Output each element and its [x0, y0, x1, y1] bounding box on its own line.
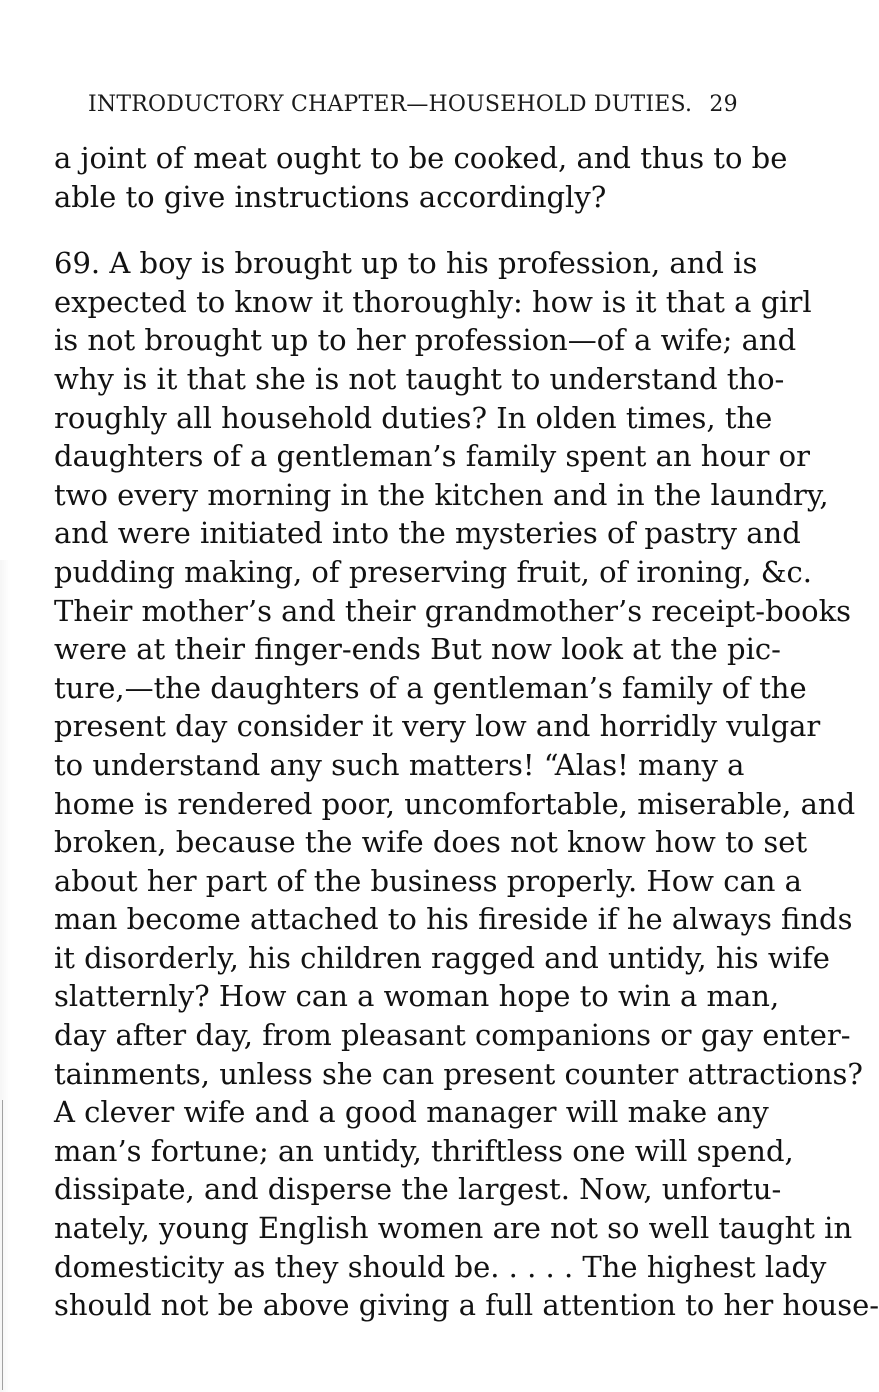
- text-line: is not brought up to her profession—of a wife; and: [54, 323, 797, 358]
- text-line: A clever wife and a good manager will make any: [54, 1095, 769, 1130]
- text-line: expected to know it thoroughly: how is it that a girl: [54, 284, 812, 319]
- text-line: two every morning in the kitchen and in the laundry,: [54, 477, 829, 512]
- text-line: home is rendered poor, uncomfortable, miserable, and: [54, 786, 856, 821]
- text-line: a joint of meat ought to be cooked, and thus to be: [54, 141, 788, 175]
- running-title: INTRODUCTORY CHAPTER—HOUSEHOLD DUTIES.: [88, 92, 693, 117]
- text-line: about her part of the business properly. How can a: [54, 863, 802, 898]
- text-line: to understand any such matters! “Alas! many a: [54, 747, 745, 782]
- text-line: domesticity as they should be. . . . . The highest lady: [54, 1249, 827, 1284]
- text-line: nately, young English women are not so well taught in: [54, 1211, 853, 1246]
- text-line: able to give instructions accordingly?: [54, 179, 607, 214]
- text-line: pudding making, of preserving fruit, of ironing, &c.: [54, 554, 812, 589]
- text-line: should not be above giving a full attention to her house-: [54, 1288, 879, 1323]
- text-line: slatternly? How can a woman hope to win a man,: [54, 979, 780, 1014]
- text-line: daughters of a gentleman’s family spent an hour or: [54, 439, 810, 474]
- text-line: tainments, unless she can present counter attractions?: [54, 1056, 863, 1091]
- binding-line: [2, 1100, 3, 1390]
- text-line: present day consider it very low and horridly vulgar: [54, 709, 821, 744]
- page-number: 29: [709, 92, 738, 117]
- text-line: Their mother’s and their grandmother’s receipt-books: [54, 593, 852, 628]
- text-line: and were initiated into the mysteries of pastry and: [54, 516, 801, 551]
- text-line: dissipate, and disperse the largest. Now, unfortu-: [54, 1172, 782, 1207]
- text-line: man become attached to his fireside if he always finds: [54, 902, 853, 937]
- text-line: were at their finger-ends But now look at the pic-: [54, 632, 781, 667]
- text-line: day after day, from pleasant companions or gay enter-: [54, 1018, 851, 1053]
- running-header: [88, 92, 768, 117]
- text-line: it disorderly, his children ragged and untidy, his wife: [54, 940, 830, 975]
- paragraph-69-start: 69. A boy is brought up to his profession, and is: [54, 246, 758, 281]
- text-line: broken, because the wife does not know how to set: [54, 825, 808, 860]
- text-line: roughly all household duties? In olden times, the: [54, 400, 773, 435]
- text-line: why is it that she is not taught to understand tho-: [54, 361, 785, 396]
- text-line: ture,—the daughters of a gentleman’s family of the: [54, 670, 807, 705]
- body-text: [54, 139, 879, 1325]
- text-line: man’s fortune; an untidy, thriftless one will spend,: [54, 1133, 794, 1168]
